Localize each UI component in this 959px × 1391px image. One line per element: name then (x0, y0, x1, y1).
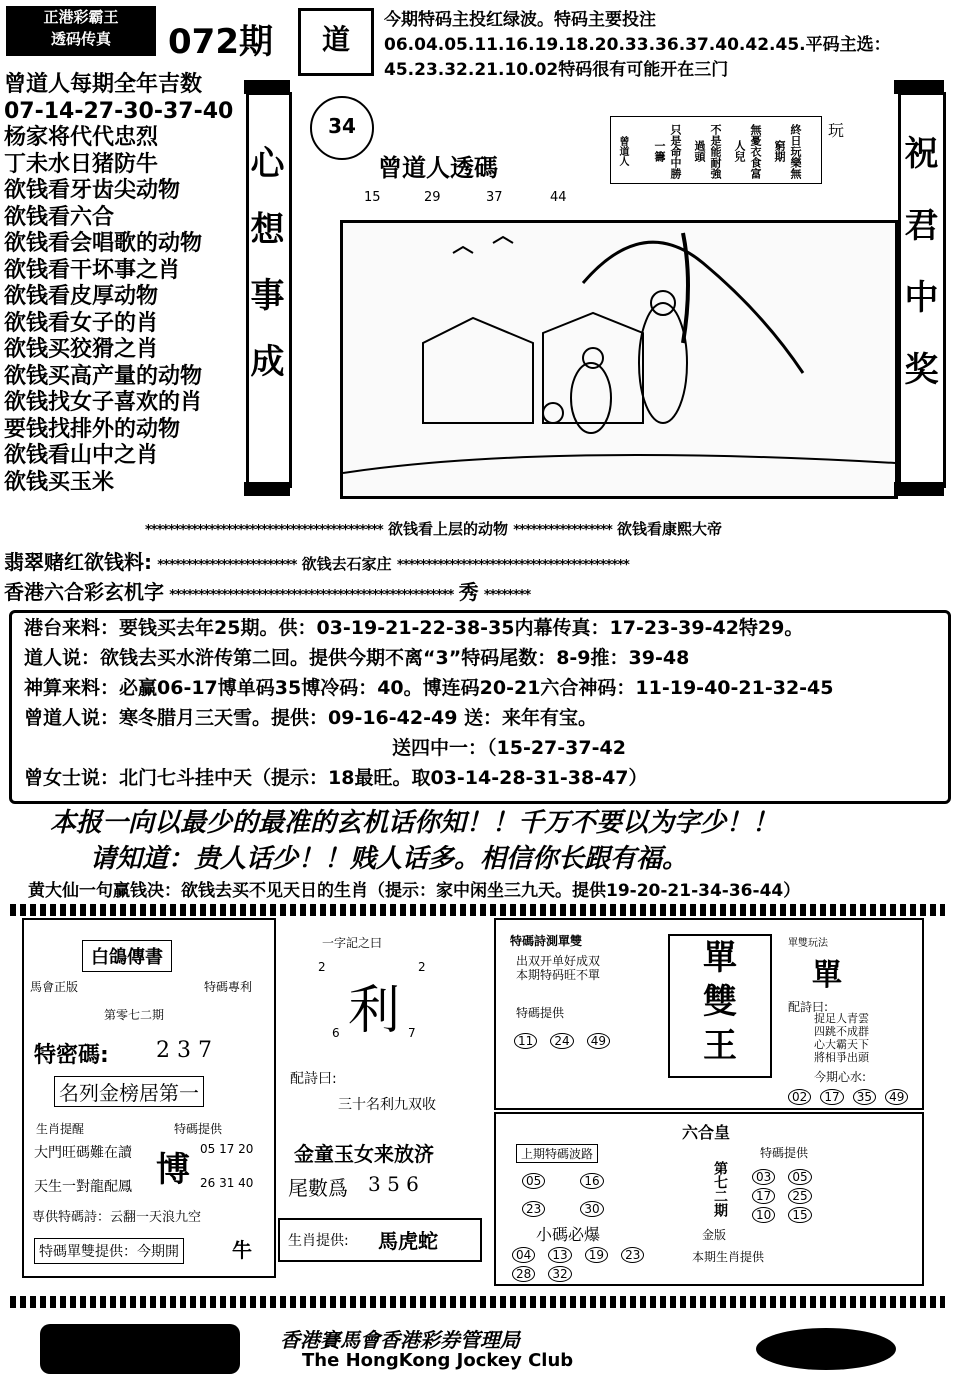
tail-label: 尾數爲 (288, 1176, 348, 1200)
tip-line: 曾道人说：寒冬腊月三天雪。提供：09-16-42-49 送：来年有宝。 (24, 707, 598, 729)
emblem-icon (756, 1328, 896, 1370)
mid-n2: 2 (418, 960, 426, 974)
star-line-2 (4, 546, 629, 575)
star-line-1-a: 欲钱看上层的动物 (387, 520, 508, 538)
tema-label: 特密碼: (34, 1043, 109, 1068)
mid-n4: 7 (408, 1026, 416, 1040)
mid-sx-label: 生肖提供: (288, 1233, 349, 1249)
rt-poem (814, 1012, 869, 1064)
tail-value: 3 5 6 (368, 1172, 419, 1196)
rb-issue: 第七二期 (712, 1161, 728, 1217)
number-badge: 28 (512, 1266, 535, 1282)
left-scroll (246, 92, 292, 488)
rb-prov-nums (752, 1166, 842, 1223)
rb-waves-row-1 (522, 1170, 612, 1189)
stars: ************************ (157, 558, 297, 573)
stars: ***************** (513, 523, 612, 538)
list-item: 丁未水日猪防牛 (4, 151, 159, 177)
tip-line: 曾女士说：北门七斗挂中天（提示：18最旺。取03-14-28-31-38-47） (24, 767, 648, 789)
number-badge: 30 (580, 1201, 603, 1217)
tip-line: 港台来料：要钱买去年25期。供：03-19-21-22-38-35内幕传真：17-23-39-42特29。 (24, 617, 804, 639)
number-badge: 19 (585, 1247, 608, 1263)
number-badge: 24 (550, 1033, 573, 1049)
number-badge: 49 (587, 1033, 610, 1049)
rt-side-title: 單雙玩法 (788, 938, 828, 949)
list-item: 欲钱买狡猾之肖 (4, 337, 159, 362)
list-item: 欲钱看会唱歌的动物 (4, 231, 203, 256)
left-scroll-text: 心想事成 (244, 145, 284, 409)
stars: ***************************************** (145, 523, 383, 538)
issue-number: 072期 (168, 22, 273, 62)
poem-box (610, 116, 822, 184)
poem-tag: 曾道人 (617, 136, 628, 166)
play-label: 玩 (828, 121, 845, 140)
golden-line: 金童玉女来放济 (294, 1142, 434, 1166)
number-badge: 25 (788, 1188, 811, 1204)
rt-title: 特碼詩測單雙 (510, 934, 583, 948)
mid-title: 一字記之曰 (322, 936, 383, 950)
sx-line-2: 天生一對龍配鳳 (34, 1179, 132, 1195)
danshuang-value: 牛 (232, 1238, 252, 1262)
danshuang-box (668, 934, 772, 1078)
special-poem: 専供特碼詩：云翻一天浪九空 (32, 1210, 202, 1225)
list-item: 欲钱看皮厚动物 (4, 284, 159, 309)
rt-poem-line: 捉足人青雲 (814, 1012, 869, 1025)
rt-poem-label: 配詩曰: (788, 1000, 829, 1014)
number-badge: 49 (885, 1089, 908, 1105)
big-char-2: 雙 (703, 982, 737, 1022)
rt-line-1: 出双开单好成双 (516, 954, 601, 968)
tema-value: 2 3 7 (156, 1038, 212, 1063)
big-char-3: 王 (703, 1026, 737, 1066)
rb-title: 六合皇 (682, 1123, 731, 1142)
rt-side-char: 單 (812, 958, 842, 993)
stars: **************************************** (396, 558, 629, 573)
list-item: 欲钱看女子的肖 (4, 310, 159, 336)
list-item: 欲钱看山中之肖 (4, 443, 159, 468)
number-badge: 03 (752, 1169, 775, 1185)
list-item: 欲钱看六合 (4, 204, 115, 230)
mid-poem: 三十名利九双收 (338, 1097, 436, 1113)
left-tips-list (4, 72, 244, 496)
rb-edition: 金版 (702, 1228, 727, 1242)
illustration (340, 220, 898, 499)
panel-left-issue: 第零七二期 (104, 1008, 165, 1022)
rt-poem-line: 心大霸天下 (814, 1038, 869, 1051)
list-item: 欲钱买高产量的动物 (4, 363, 203, 389)
center-num-4: 44 (550, 190, 567, 205)
number-badge: 04 (512, 1247, 535, 1263)
rb-small-nums (512, 1244, 682, 1282)
scroll-rod-bottom-right (894, 482, 944, 496)
slogan-line-1: 本报一向以最少的最准的玄机话你知！！千万不要以为字少！！ (50, 808, 779, 838)
rt-tema-prov: 特碼提供 (516, 1006, 565, 1020)
number-badge: 16 (580, 1173, 603, 1189)
tip-line: 神算来料：必赢06-17博单码35博冷码：40。博连码20-21六合神码：11-19-40-21-32-45 (24, 677, 834, 699)
panel-left-note: 馬會正版 (30, 980, 79, 994)
big-char-1: 單 (703, 938, 737, 978)
rb-sx-label: 本期生肖提供 (692, 1250, 765, 1264)
mid-sx-value: 馬虎蛇 (378, 1229, 438, 1253)
tips-box (9, 610, 951, 804)
list-item: 欲钱看干坏事之肖 (4, 257, 181, 283)
number-badge: 17 (752, 1188, 775, 1204)
jockey-club-logo-icon (40, 1324, 240, 1374)
center-header (292, 92, 892, 222)
list-item: 欲钱看牙齿尖动物 (4, 178, 181, 203)
number-badge: 11 (514, 1033, 537, 1049)
huang-line: 黄大仙一句赢钱决：欲钱去买不见天日的生肖（提示：家中闲坐三九天。提供19-20-21-34-36-44） (28, 881, 801, 901)
poem-line: 終日玩樂無窮期 (773, 123, 802, 179)
left-list-title: 曾道人每期全年吉数 (4, 72, 203, 97)
footer-cn: 香港賽馬會香港彩券管理局 (280, 1328, 520, 1352)
rank-text: 名列金榜居第一 (54, 1076, 204, 1107)
danshuang-label: 特碼單雙提供：今期開 (34, 1238, 184, 1264)
footer (0, 1320, 959, 1391)
star-line-3-label: 香港六合彩玄机字 (4, 580, 164, 604)
number-badge: 02 (788, 1089, 811, 1105)
sx-line-1: 大門旺碼難在讀 (34, 1145, 132, 1161)
tema-prov: 特碼提供 (174, 1122, 223, 1136)
rb-waves-row-2 (522, 1198, 612, 1217)
poem-line: 不是能耐強過頭 (693, 123, 722, 179)
center-num-2: 29 (424, 190, 441, 205)
mid-sx-box (278, 1218, 482, 1262)
right-scroll-text: 祝君中奖 (898, 135, 938, 423)
star-line-2-label: 翡翠赌红欲钱料: (4, 550, 152, 574)
list-item: 杨家将代代忠烈 (4, 125, 159, 150)
star-line-1 (145, 518, 722, 539)
header-note: 今期特码主投红绿波。特码主要投注06.04.05.11.16.19.18.20.33.36.37.40.42.45.平码主选：45.23.32.21.10.02特码很有可能开在三门 (384, 10, 891, 80)
sx-title: 生肖提醒 (36, 1122, 85, 1136)
list-item: 欲钱找女子喜欢的肖 (4, 390, 203, 415)
badge-icon: 34 (310, 96, 374, 160)
list-item: 要钱找排外的动物 (4, 416, 181, 442)
panel-mid (278, 918, 488, 1274)
panel-left-title: 白鴿傳書 (82, 940, 172, 972)
rb-small-label: 小碼必爆 (536, 1225, 601, 1244)
chain-border-top (10, 904, 945, 916)
panel-left-right-note: 特碼專利 (204, 980, 253, 994)
tip-line: 道人说：欲钱去买水浒传第二回。提供今期不离“3”特码尾数：8-9推：39-48 (24, 647, 690, 669)
number-badge: 23 (522, 1201, 545, 1217)
panel-right-bottom (494, 1112, 924, 1286)
star-line-2-mid: 欲钱去石家庄 (301, 555, 392, 573)
rb-prov-label: 特碼提供 (760, 1146, 809, 1160)
list-item: 欲钱买玉米 (4, 469, 115, 495)
scroll-rod-bottom-left (244, 482, 290, 496)
star-line-3 (4, 576, 530, 605)
rt-poem-line: 將相爭出頭 (814, 1051, 869, 1064)
seal-icon: 道 (298, 8, 374, 76)
rb-last-label: 上期特碼波路 (516, 1144, 598, 1163)
mid-char: 利 (348, 981, 401, 1041)
center-num-3: 37 (486, 190, 503, 205)
stars: ************************************************* (169, 588, 454, 603)
masthead-logo (6, 6, 156, 56)
center-title: 曾道人透碼 (378, 153, 498, 182)
illustration-scene (343, 223, 895, 496)
logo-line-1: 正港彩霸王 (43, 8, 119, 26)
footer-en: The HongKong Jockey Club (302, 1350, 574, 1371)
number-badge: 32 (548, 1266, 571, 1282)
nums-row-2: 26 31 40 (200, 1176, 254, 1190)
chain-border-bottom (10, 1296, 945, 1308)
nums-row-1: 05 17 20 (200, 1142, 254, 1156)
star-line-1-b: 欲钱看康熙大帝 (617, 520, 723, 538)
rt-poem-line: 四跳不成群 (814, 1025, 869, 1038)
bo-char: 博 (156, 1150, 190, 1190)
number-badge: 23 (621, 1247, 644, 1263)
slogan-line-2: 请知道：贵人话少！！贱人话多。相信你长跟有福。 (90, 844, 689, 874)
mid-poem-label: 配詩曰: (290, 1071, 337, 1087)
number-badge: 10 (752, 1207, 775, 1223)
mid-n3: 6 (332, 1026, 340, 1040)
stars: ******** (483, 588, 531, 603)
tip-line: 送四中一：（15-27-37-42 (392, 737, 626, 759)
rt-nums (514, 1030, 618, 1049)
panel-left (22, 918, 276, 1278)
mid-n1: 2 (318, 960, 326, 974)
panel-right-top (494, 918, 924, 1110)
poem-line: 無憂衣食富人兒 (733, 123, 762, 179)
number-badge: 15 (788, 1207, 811, 1223)
star-line-3-char: 秀 (458, 580, 479, 604)
number-badge: 35 (853, 1089, 876, 1105)
number-badge: 13 (548, 1247, 571, 1263)
poem-line: 只是命中勝一籌 (653, 123, 682, 179)
rt-today: 今期心水: (814, 1070, 867, 1084)
number-badge: 05 (788, 1169, 811, 1185)
number-badge: 17 (820, 1089, 843, 1105)
logo-line-2: 透码传真 (50, 30, 111, 48)
right-scroll (898, 92, 946, 488)
rt-today-nums (788, 1086, 912, 1105)
number-badge: 05 (522, 1173, 545, 1189)
center-num-1: 15 (364, 190, 381, 205)
left-list-numbers: 07-14-27-30-37-40 (4, 98, 234, 124)
rt-line-2: 本期特码旺不單 (516, 968, 601, 982)
